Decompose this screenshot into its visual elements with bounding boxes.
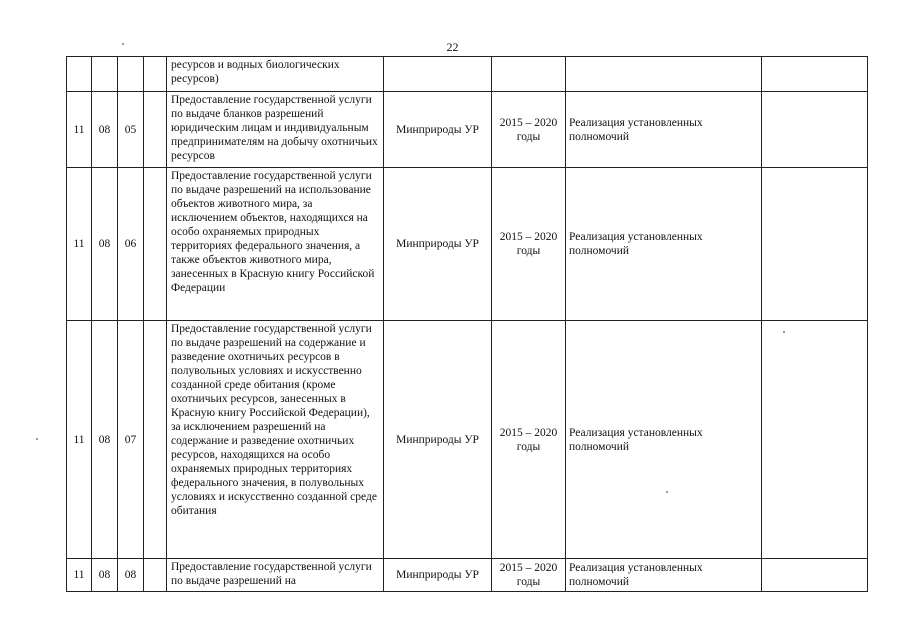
empty-cell [762,92,868,168]
code-section: 11 [67,559,92,592]
expected-result [566,57,762,92]
activity-name: Предоставление государственной услуги по выдаче разрешений на [167,559,384,592]
code-section: 11 [67,168,92,321]
table-row [67,321,868,559]
empty-cell [762,168,868,321]
code-subsection: 08 [92,92,118,168]
code-section [67,57,92,92]
code-item [118,57,144,92]
responsible-executor [384,57,492,92]
expected-result: Реализация установленных полномочий [566,321,762,559]
table-row [67,57,868,92]
expected-result: Реализация установленных полномочий [566,92,762,168]
responsible-executor: Минприроды УР [384,168,492,321]
code-subsection: 08 [92,321,118,559]
empty-cell [144,92,167,168]
empty-cell [144,321,167,559]
code-section: 11 [67,321,92,559]
activity-name: Предоставление государственной услуги по выдаче бланков разрешений юридическим лицам и индивидуальным предпринимателям на добычу охотничьих ресурсов [167,92,384,168]
execution-period: 2015 – 2020 годы [492,321,566,559]
expected-result: Реализация установленных полномочий [566,559,762,592]
execution-period: 2015 – 2020 годы [492,559,566,592]
code-item: 05 [118,92,144,168]
activity-name: ресурсов и водных биологических ресурсов) [167,57,384,92]
scan-speck [122,43,124,45]
execution-period: 2015 – 2020 годы [492,92,566,168]
code-item: 07 [118,321,144,559]
table-row [67,92,868,168]
responsible-executor: Минприроды УР [384,559,492,592]
execution-period: 2015 – 2020 годы [492,168,566,321]
table-row [67,168,868,321]
expected-result: Реализация установленных полномочий [566,168,762,321]
table-row [67,559,868,592]
code-item: 06 [118,168,144,321]
empty-cell [144,559,167,592]
scan-speck [36,438,38,440]
code-subsection [92,57,118,92]
code-item: 08 [118,559,144,592]
empty-cell [144,168,167,321]
responsible-executor: Минприроды УР [384,92,492,168]
code-subsection: 08 [92,168,118,321]
code-section: 11 [67,92,92,168]
empty-cell [762,321,868,559]
empty-cell [144,57,167,92]
page-number: 22 [446,40,459,54]
code-subsection: 08 [92,559,118,592]
activity-name: Предоставление государственной услуги по выдаче разрешений на содержание и разведение охотничьих ресурсов в полувольных условиях и искусственно созданной среде обитания (кроме охотничьих ресурсов, занесенных в Красную книгу Российской Федерации), за исключением разрешений на содержание и разведение охотничьих ресурсов, находящихся на особо охраняемых природных территориях федерального значения, в полувольных условиях и искусственно созданной среде обитания [167,321,384,559]
empty-cell [762,559,868,592]
empty-cell [762,57,868,92]
program-activities-table [66,56,868,592]
responsible-executor: Минприроды УР [384,321,492,559]
execution-period [492,57,566,92]
activity-name: Предоставление государственной услуги по выдаче разрешений на использование объектов животного мира, за исключением объектов, находящихся на особо охраняемых природных территориях федерального значения, а также объектов животного мира, занесенных в Красную книгу Российской Федерации [167,168,384,321]
